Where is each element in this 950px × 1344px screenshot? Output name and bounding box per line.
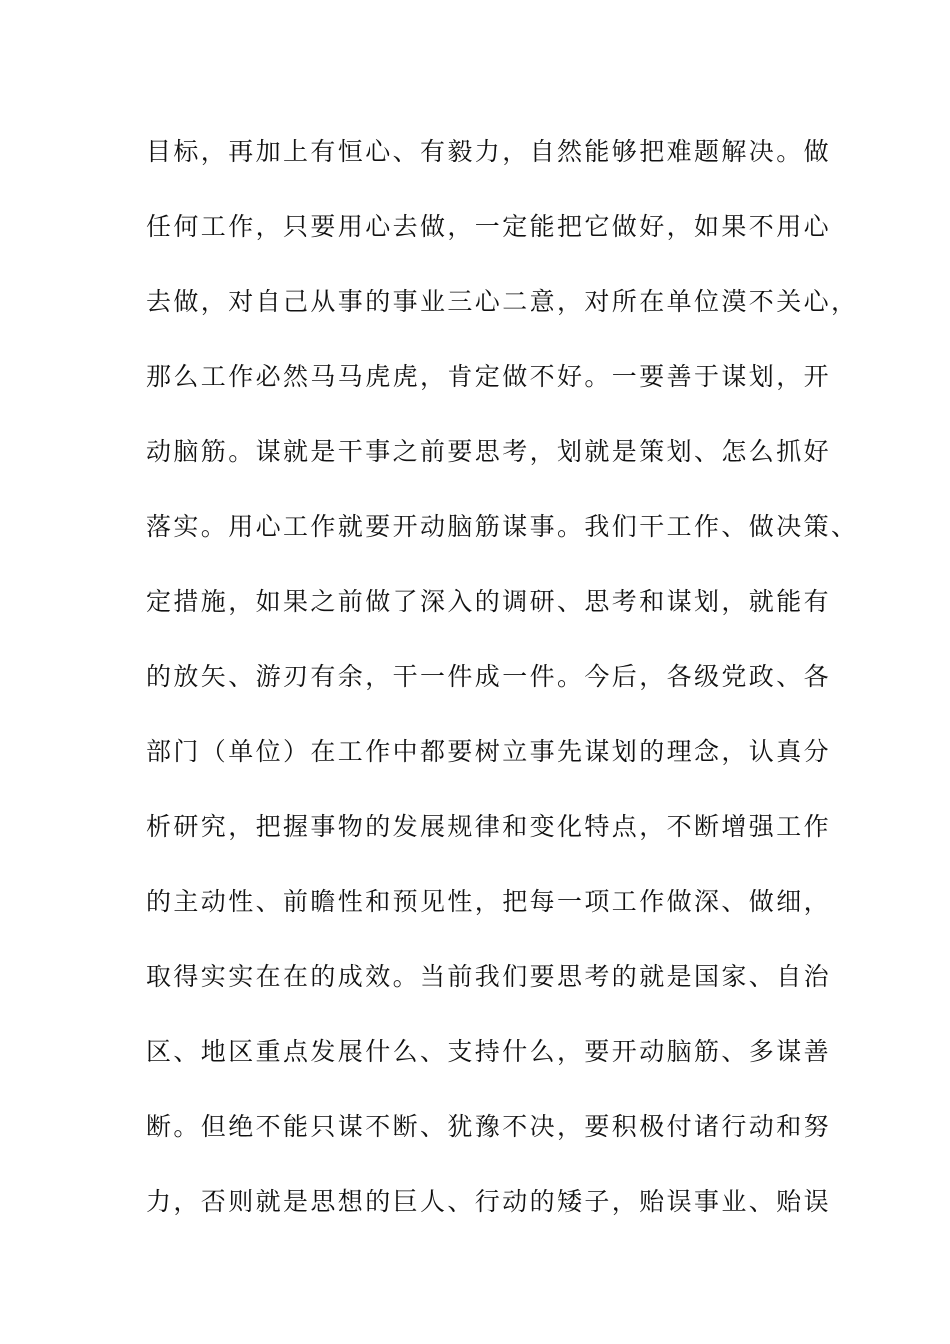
text-line: 任何工作，只要用心去做，一定能把它做好，如果不用心 xyxy=(146,212,832,241)
text-line: 部门（单位）在工作中都要树立事先谋划的理念，认真分 xyxy=(146,737,832,766)
text-line: 目标，再加上有恒心、有毅力，自然能够把难题解决。做 xyxy=(146,137,832,166)
body-text xyxy=(146,132,859,1257)
text-line: 去做，对自己从事的事业三心二意，对所在单位漠不关心， xyxy=(146,287,859,316)
text-line: 那么工作必然马马虎虎，肯定做不好。一要善于谋划，开 xyxy=(146,362,832,391)
text-line: 动脑筋。谋就是干事之前要思考，划就是策划、怎么抓好 xyxy=(146,437,832,466)
text-line: 定措施，如果之前做了深入的调研、思考和谋划，就能有 xyxy=(146,587,832,616)
text-line: 落实。用心工作就要开动脑筋谋事。我们干工作、做决策、 xyxy=(146,512,859,541)
text-line: 的放矢、游刃有余，干一件成一件。今后，各级党政、各 xyxy=(146,662,832,691)
text-line: 力，否则就是思想的巨人、行动的矮子，贻误事业、贻误 xyxy=(146,1187,832,1216)
text-line: 的主动性、前瞻性和预见性，把每一项工作做深、做细， xyxy=(146,887,832,916)
text-line: 析研究，把握事物的发展规律和变化特点，不断增强工作 xyxy=(146,812,832,841)
text-line: 断。但绝不能只谋不断、犹豫不决，要积极付诸行动和努 xyxy=(146,1112,832,1141)
text-line: 取得实实在在的成效。当前我们要思考的就是国家、自治 xyxy=(146,962,832,991)
text-line: 区、地区重点发展什么、支持什么，要开动脑筋、多谋善 xyxy=(146,1037,832,1066)
